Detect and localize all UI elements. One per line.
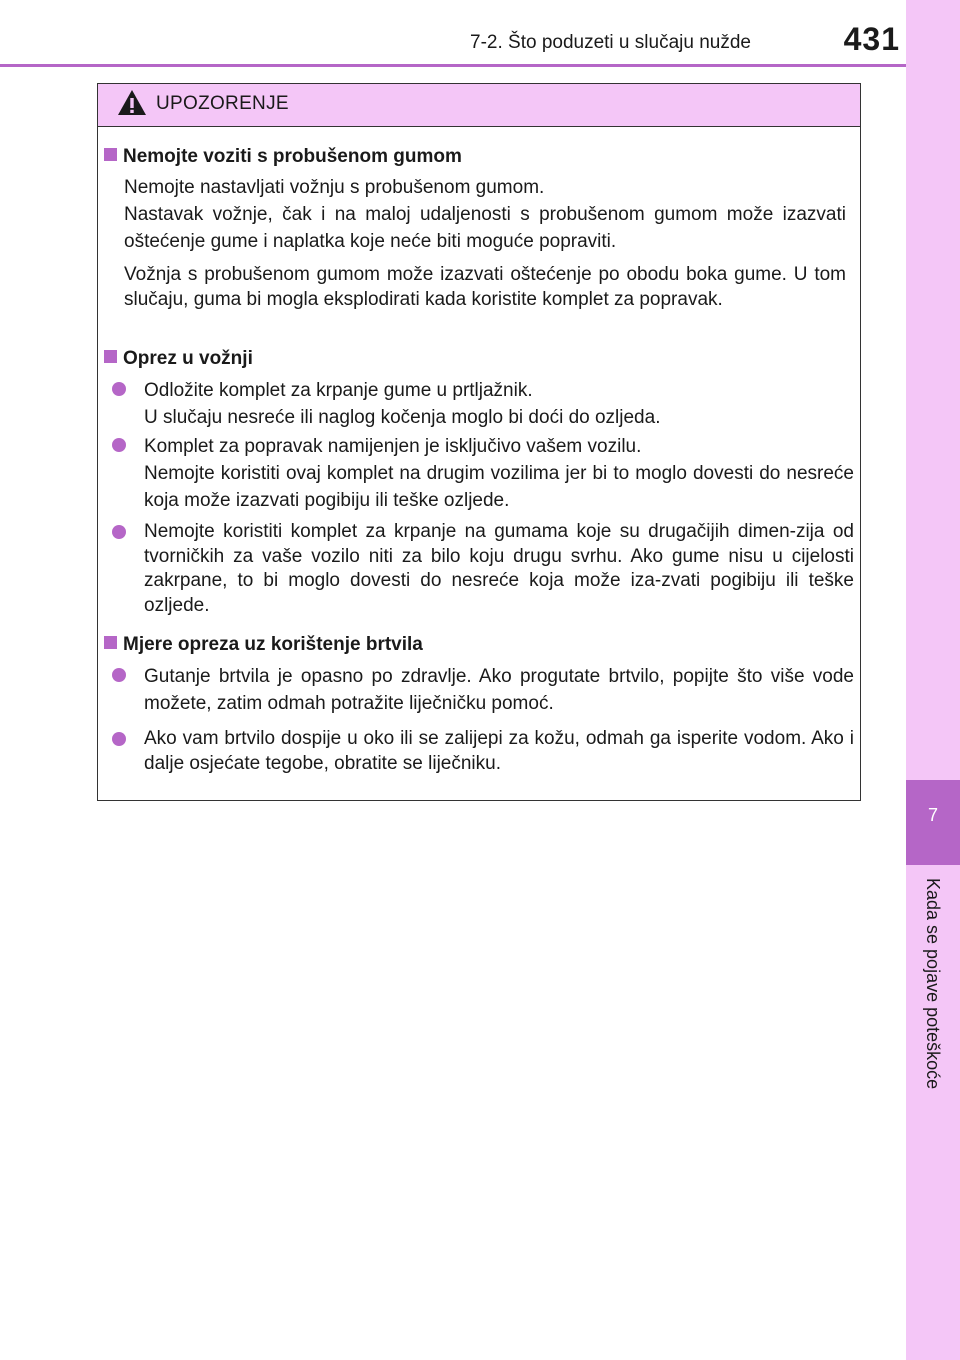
paragraph: Nastavak vožnje, čak i na maloj udaljenosti s probušenom gumom može izazvati oštećenje gume i naplatka koje neće biti moguće popraviti. <box>124 204 846 252</box>
square-bullet-icon <box>104 148 117 161</box>
chapter-tab-strip <box>906 0 960 1360</box>
page-number: 431 <box>843 21 900 57</box>
chapter-title: Kada se pojave poteškoće <box>923 878 943 1090</box>
warning-triangle-icon <box>116 88 148 118</box>
warning-header <box>98 84 860 127</box>
section-heading-text: Oprez u vožnji <box>123 348 253 369</box>
warning-box <box>97 83 861 801</box>
chapter-number: 7 <box>927 805 938 825</box>
list-item-text: Gutanje brtvila je opasno po zdravlje. Ako progutate brtvilo, popijte što više vode možete, zatim odmah potražite liječničku pomoć. <box>144 666 854 714</box>
circle-bullet-icon <box>112 525 126 539</box>
section-heading <box>104 145 462 169</box>
list-item-text: Komplet za popravak namijenjen je isključivo vašem vozilu. Nemojte koristiti ovaj komplet na drugim vozilima jer bi to moglo dovesti do nesreće koja može izazvati pogibiju ili teške ozljede. <box>144 436 854 511</box>
list-item-text: Nemojte koristiti komplet za krpanje na gumama koje su drugačijih dimen-zija od tvorničkih za vaše vozilo niti za bilo koju drugu svrhu. Ako gume nisu u cijelosti zakrpane, to bi moglo dovesti do nesreće koja može iza-zvati pogibiju ili teške ozljede. <box>144 521 854 616</box>
section-heading <box>104 347 253 371</box>
section-heading <box>104 633 423 657</box>
square-bullet-icon <box>104 636 117 649</box>
square-bullet-icon <box>104 350 117 363</box>
circle-bullet-icon <box>112 732 126 746</box>
page-header <box>0 0 906 66</box>
section-heading-text: Mjere opreza uz korištenje brtvila <box>123 634 423 655</box>
list-item-text: Odložite komplet za krpanje gume u prtljažnik. U slučaju nesreće ili naglog kočenja moglo bi doći do ozljeda. <box>144 380 661 428</box>
section-heading-text: Nemojte voziti s probušenom gumom <box>123 146 462 167</box>
list-item-text: Ako vam brtvilo dospije u oko ili se zalijepi za kožu, odmah ga isperite vodom. Ako i dalje osjećate tegobe, obratite se liječniku. <box>144 728 854 774</box>
circle-bullet-icon <box>112 668 126 682</box>
paragraph: Nemojte nastavljati vožnju s probušenom gumom. <box>124 177 545 198</box>
header-divider <box>0 64 906 67</box>
warning-title: UPOZORENJE <box>156 93 289 114</box>
circle-bullet-icon <box>112 438 126 452</box>
section-title: 7-2. Što poduzeti u slučaju nužde <box>470 32 751 53</box>
circle-bullet-icon <box>112 382 126 396</box>
paragraph: Vožnja s probušenom gumom može izazvati oštećenje po obodu boka gume. U tom slučaju, guma bi mogla eksplodirati kada koristite komplet za popravak. <box>124 264 846 310</box>
